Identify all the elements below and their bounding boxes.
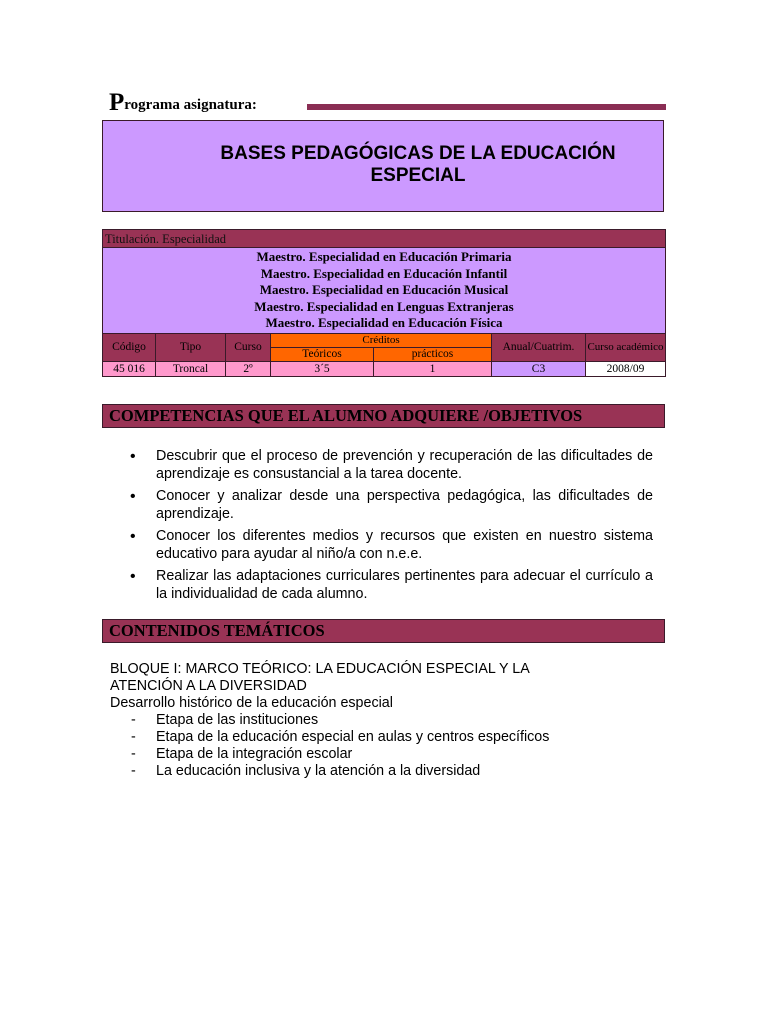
program-heading-rest: rograma asignatura:: [124, 97, 257, 113]
course-title-box: [102, 120, 664, 212]
contenidos-body: [110, 661, 650, 780]
header-practicos: prácticos: [374, 347, 492, 361]
bullet-icon: •: [130, 568, 136, 585]
program-header: [109, 86, 669, 120]
dash-icon: -: [131, 763, 136, 779]
bloque-title-line-2: ATENCIÓN A LA DIVERSIDAD: [110, 678, 307, 694]
especialidad-item: Maestro. Especialidad en Educación Musical: [259, 282, 509, 297]
value-tipo: Troncal: [156, 361, 226, 376]
especialidades-cell: [103, 248, 666, 334]
bloque-title-line-1: BLOQUE I: MARCO TEÓRICO: LA EDUCACIÓN ESPECIAL Y LA: [110, 661, 530, 677]
program-heading-initial: P: [109, 89, 125, 116]
header-curso: Curso: [226, 333, 271, 361]
especialidad-item: Maestro. Especialidad en Educación Primaria: [256, 249, 512, 264]
header-codigo: Código: [103, 333, 156, 361]
list-item-text: Conocer y analizar desde una perspectiva pedagógica, las dificultades de aprendizaje.: [156, 488, 653, 522]
course-title: BASES PEDAGÓGICAS DE LA EDUCACIÓN ESPECIAL: [220, 143, 616, 186]
titulacion-label: Titulación. Especialidad: [103, 230, 666, 248]
list-item: [130, 567, 653, 603]
bullet-icon: •: [130, 528, 136, 545]
titulacion-row: [103, 230, 666, 248]
list-item: [130, 527, 653, 563]
header-tipo: Tipo: [156, 333, 226, 361]
especialidad-item: Maestro. Especialidad en Educación Física: [265, 315, 503, 330]
list-item: [130, 487, 653, 523]
especialidad-item: Maestro. Especialidad en Educación Infantil: [260, 265, 508, 281]
header-anual: Anual/Cuatrim.: [492, 333, 586, 361]
header-curso-academico: Curso académico: [586, 333, 666, 361]
info-values-row: [103, 361, 666, 376]
value-practicos: 1: [374, 361, 492, 376]
competencias-list: [130, 447, 653, 607]
value-curso-academico: 2008/09: [586, 361, 666, 376]
value-teoricos: 3´5: [271, 361, 374, 376]
value-anual: C3: [492, 361, 586, 376]
list-item-text: Etapa de la educación especial en aulas y centros específicos: [156, 729, 550, 745]
especialidades-row: [103, 248, 666, 334]
header-rule: [307, 104, 666, 110]
info-header-row: [103, 333, 666, 347]
value-codigo: 45 016: [103, 361, 156, 376]
contenidos-subtitle: Desarrollo histórico de la educación especial: [110, 695, 393, 711]
list-item: [110, 729, 650, 746]
dash-icon: -: [131, 712, 136, 728]
list-item: [110, 746, 650, 763]
bullet-icon: •: [130, 448, 136, 465]
program-heading: [109, 86, 257, 122]
list-item: [110, 763, 650, 780]
especialidad-item: Maestro. Especialidad en Lenguas Extranjeras: [254, 298, 514, 314]
list-item-text: Conocer los diferentes medios y recursos que existen en nuestro sistema educativo para ayudar al niño/a con n.e.e.: [156, 528, 653, 562]
contenidos-heading: CONTENIDOS TEMÁTICOS: [102, 619, 665, 643]
list-item-text: La educación inclusiva y la atención a la diversidad: [156, 763, 481, 779]
list-item: [130, 447, 653, 483]
header-creditos: Créditos: [271, 333, 492, 347]
dash-icon: -: [131, 729, 136, 745]
bullet-icon: •: [130, 488, 136, 505]
list-item-text: Descubrir que el proceso de prevención y recuperación de las dificultades de aprendizaje es consustancial a la tarea docente.: [156, 448, 653, 482]
list-item-text: Etapa de las instituciones: [156, 712, 319, 728]
value-curso: 2º: [226, 361, 271, 376]
list-item-text: Etapa de la integración escolar: [156, 746, 353, 762]
list-item: [110, 712, 650, 729]
dash-icon: -: [131, 746, 136, 762]
course-info-table: [102, 229, 666, 377]
competencias-heading: COMPETENCIAS QUE EL ALUMNO ADQUIERE /OBJETIVOS: [102, 404, 665, 428]
list-item-text: Realizar las adaptaciones curriculares pertinentes para adecuar el currículo a la individualidad de cada alumno.: [156, 568, 653, 602]
header-teoricos: Teóricos: [271, 347, 374, 361]
